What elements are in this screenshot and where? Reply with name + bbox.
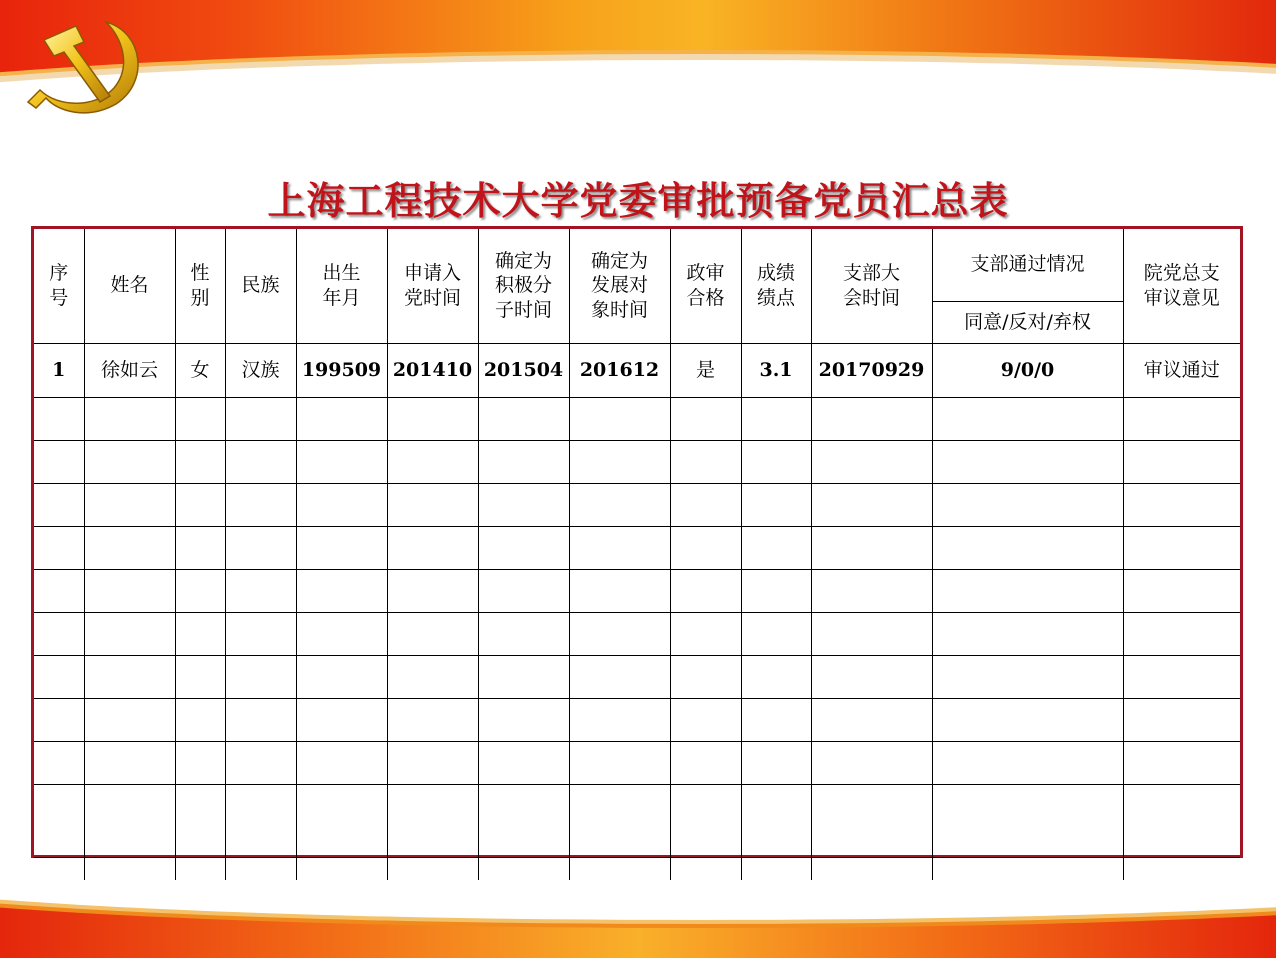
empty-cell <box>225 784 296 857</box>
header-develop-time: 确定为 发展对 象时间 <box>569 229 670 343</box>
empty-cell <box>84 698 175 741</box>
empty-cell <box>1123 784 1240 857</box>
empty-cell <box>225 483 296 526</box>
empty-cell <box>569 655 670 698</box>
empty-cell <box>225 526 296 569</box>
empty-cell <box>741 655 811 698</box>
cell-ethnicity: 汉族 <box>225 343 296 397</box>
empty-cell <box>175 569 225 612</box>
empty-cell <box>569 741 670 784</box>
header-political-review: 政审 合格 <box>670 229 741 343</box>
header-activist-time: 确定为 积极分 子时间 <box>478 229 569 343</box>
empty-cell <box>811 440 932 483</box>
empty-cell <box>34 612 84 655</box>
empty-cell <box>932 397 1123 440</box>
empty-cell <box>670 569 741 612</box>
table-row <box>34 397 1240 440</box>
table-row <box>34 612 1240 655</box>
empty-cell <box>932 784 1123 857</box>
empty-cell <box>811 655 932 698</box>
empty-cell <box>670 440 741 483</box>
empty-cell <box>1123 655 1240 698</box>
empty-cell <box>225 397 296 440</box>
summary-table-frame <box>31 226 1243 858</box>
empty-cell <box>478 397 569 440</box>
page-title: 上海工程技术大学党委审批预备党员汇总表 <box>267 178 1009 223</box>
empty-cell <box>175 655 225 698</box>
empty-cell <box>225 612 296 655</box>
empty-cell <box>569 483 670 526</box>
header-name: 姓名 <box>84 229 175 343</box>
empty-cell <box>296 655 387 698</box>
empty-cell <box>296 440 387 483</box>
cell-political-review: 是 <box>670 343 741 397</box>
cell-apply-time: 201410 <box>387 343 478 397</box>
cell-develop-time: 201612 <box>569 343 670 397</box>
empty-cell <box>387 397 478 440</box>
empty-cell <box>387 440 478 483</box>
header-college-opinion: 院党总支 审议意见 <box>1123 229 1240 343</box>
empty-cell <box>296 569 387 612</box>
empty-cell <box>1123 397 1240 440</box>
empty-cell <box>34 483 84 526</box>
empty-cell <box>741 569 811 612</box>
empty-cell <box>1123 741 1240 784</box>
cell-activist-time: 201504 <box>478 343 569 397</box>
empty-cell <box>478 440 569 483</box>
empty-cell <box>932 741 1123 784</box>
empty-cell <box>670 526 741 569</box>
empty-cell <box>296 483 387 526</box>
empty-cell <box>225 440 296 483</box>
header-apply-time: 申请入 党时间 <box>387 229 478 343</box>
empty-cell <box>296 526 387 569</box>
empty-cell <box>1123 569 1240 612</box>
empty-cell <box>34 569 84 612</box>
empty-cell <box>670 698 741 741</box>
header-branch-vote-sub: 同意/反对/弃权 <box>932 301 1123 343</box>
empty-cell <box>84 483 175 526</box>
empty-cell <box>811 397 932 440</box>
bottom-banner <box>0 880 1276 958</box>
empty-cell <box>175 440 225 483</box>
table-row <box>34 784 1240 857</box>
empty-cell <box>1123 526 1240 569</box>
header-branch-meeting: 支部大 会时间 <box>811 229 932 343</box>
empty-cell <box>478 483 569 526</box>
summary-table <box>34 229 1240 900</box>
empty-cell <box>811 569 932 612</box>
empty-cell <box>296 397 387 440</box>
table-row <box>34 483 1240 526</box>
table-row <box>34 741 1240 784</box>
empty-cell <box>569 612 670 655</box>
empty-cell <box>225 741 296 784</box>
empty-cell <box>84 655 175 698</box>
empty-cell <box>478 526 569 569</box>
empty-cell <box>387 612 478 655</box>
header-branch-vote: 支部通过情况 <box>932 229 1123 301</box>
empty-cell <box>34 440 84 483</box>
empty-cell <box>387 698 478 741</box>
header-gender: 性 别 <box>175 229 225 343</box>
empty-cell <box>811 612 932 655</box>
empty-cell <box>811 741 932 784</box>
empty-cell <box>478 698 569 741</box>
cell-name: 徐如云 <box>84 343 175 397</box>
empty-cell <box>387 569 478 612</box>
empty-cell <box>811 526 932 569</box>
table-row <box>34 655 1240 698</box>
empty-cell <box>296 698 387 741</box>
empty-cell <box>478 741 569 784</box>
empty-cell <box>34 741 84 784</box>
empty-cell <box>932 483 1123 526</box>
empty-cell <box>569 440 670 483</box>
empty-rows <box>34 397 1240 900</box>
empty-cell <box>34 655 84 698</box>
empty-cell <box>569 526 670 569</box>
empty-cell <box>569 698 670 741</box>
empty-cell <box>932 569 1123 612</box>
empty-cell <box>1123 612 1240 655</box>
header-birth: 出生 年月 <box>296 229 387 343</box>
empty-cell <box>34 397 84 440</box>
empty-cell <box>84 612 175 655</box>
empty-cell <box>741 612 811 655</box>
empty-cell <box>84 397 175 440</box>
empty-cell <box>670 655 741 698</box>
empty-cell <box>670 483 741 526</box>
empty-cell <box>1123 440 1240 483</box>
empty-cell <box>225 655 296 698</box>
empty-cell <box>670 784 741 857</box>
cell-gpa: 3.1 <box>741 343 811 397</box>
empty-cell <box>932 698 1123 741</box>
empty-cell <box>34 698 84 741</box>
cell-birth: 199509 <box>296 343 387 397</box>
empty-cell <box>175 483 225 526</box>
empty-cell <box>932 655 1123 698</box>
empty-cell <box>225 569 296 612</box>
empty-cell <box>569 397 670 440</box>
table-row <box>34 526 1240 569</box>
empty-cell <box>175 784 225 857</box>
empty-cell <box>811 784 932 857</box>
empty-cell <box>387 655 478 698</box>
cell-college-opinion: 审议通过 <box>1123 343 1240 397</box>
empty-cell <box>932 526 1123 569</box>
empty-cell <box>296 784 387 857</box>
empty-cell <box>1123 483 1240 526</box>
empty-cell <box>175 698 225 741</box>
empty-cell <box>741 526 811 569</box>
empty-cell <box>741 698 811 741</box>
cell-branch-vote: 9/0/0 <box>932 343 1123 397</box>
empty-cell <box>175 612 225 655</box>
empty-cell <box>932 612 1123 655</box>
empty-cell <box>1123 698 1240 741</box>
empty-cell <box>670 397 741 440</box>
empty-cell <box>741 483 811 526</box>
table-row <box>34 569 1240 612</box>
empty-cell <box>811 483 932 526</box>
empty-cell <box>84 569 175 612</box>
empty-cell <box>84 784 175 857</box>
empty-cell <box>296 741 387 784</box>
empty-cell <box>741 397 811 440</box>
empty-cell <box>741 784 811 857</box>
top-banner-curve <box>0 60 1276 130</box>
hammer-sickle-icon <box>18 12 158 122</box>
empty-cell <box>84 741 175 784</box>
empty-cell <box>478 569 569 612</box>
table-row <box>34 698 1240 741</box>
empty-cell <box>670 741 741 784</box>
table-row <box>34 343 1240 397</box>
empty-cell <box>811 698 932 741</box>
empty-cell <box>387 784 478 857</box>
table-row <box>34 440 1240 483</box>
empty-cell <box>387 526 478 569</box>
empty-cell <box>569 569 670 612</box>
empty-cell <box>34 784 84 857</box>
empty-cell <box>175 741 225 784</box>
cell-gender: 女 <box>175 343 225 397</box>
empty-cell <box>478 655 569 698</box>
header-gpa: 成绩 绩点 <box>741 229 811 343</box>
empty-cell <box>225 698 296 741</box>
cell-branch-meeting: 20170929 <box>811 343 932 397</box>
top-banner <box>0 0 1276 130</box>
empty-cell <box>478 612 569 655</box>
empty-cell <box>387 741 478 784</box>
cell-seq: 1 <box>34 343 84 397</box>
empty-cell <box>932 440 1123 483</box>
empty-cell <box>84 526 175 569</box>
empty-cell <box>34 526 84 569</box>
empty-cell <box>296 612 387 655</box>
empty-cell <box>387 483 478 526</box>
header-row <box>34 229 1240 301</box>
empty-cell <box>175 526 225 569</box>
empty-cell <box>84 440 175 483</box>
empty-cell <box>175 397 225 440</box>
empty-cell <box>569 784 670 857</box>
header-seq: 序 号 <box>34 229 84 343</box>
empty-cell <box>670 612 741 655</box>
empty-cell <box>741 741 811 784</box>
header-ethnicity: 民族 <box>225 229 296 343</box>
empty-cell <box>478 784 569 857</box>
empty-cell <box>741 440 811 483</box>
